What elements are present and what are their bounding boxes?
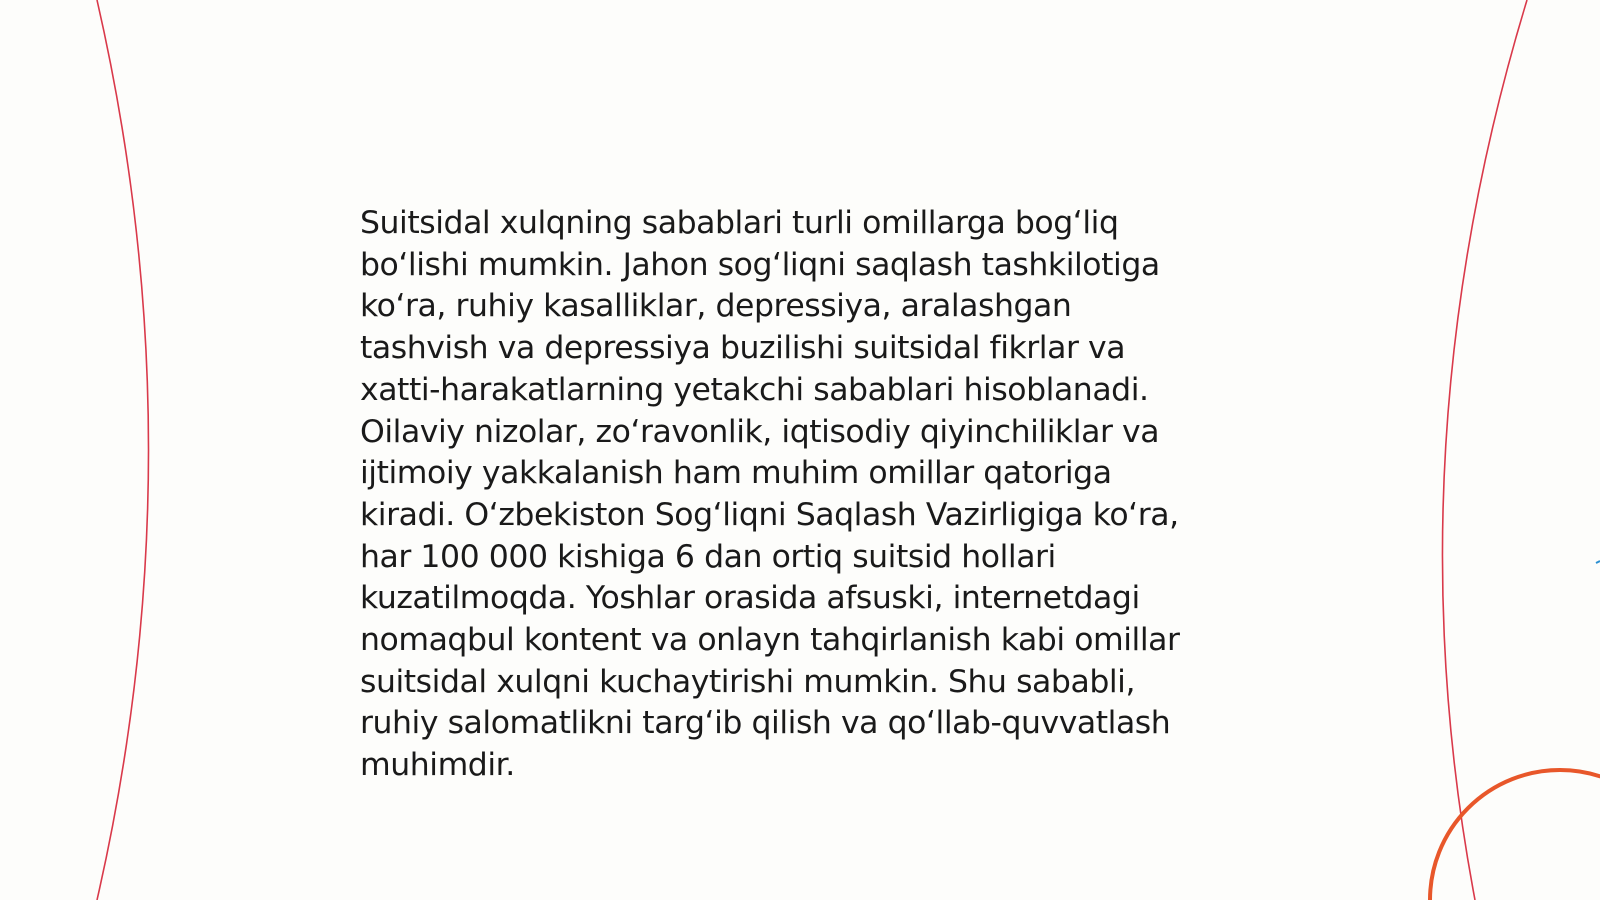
left-curve-line [97,0,149,900]
right-curve-line [1442,0,1527,900]
blue-accent-mark [1596,561,1600,563]
body-paragraph: Suitsidal xulqning sabablari turli omillarga bog‘liq bo‘lishi mumkin. Jahon sog‘liqni saqlash tashkilotiga ko‘ra, ruhiy kasalliklar, depressiya, aralashgan tashvish va depressiya buzilishi suitsidal fikrlar va xatti-harakatlarning yetakchi sabablari hisoblanadi. Oilaviy nizolar, zo‘ravonlik, iqtisodiy qiyinchiliklar va ijtimoiy yakkalanish ham muhim omillar qatoriga kiradi. O‘zbekiston Sog‘liqni Saqlash Vazirligiga ko‘ra, har 100 000 kishiga 6 dan ortiq suitsid hollari kuzatilmoqda. Yoshlar orasida afsuski, internetdagi nomaqbul kontent va onlayn tahqirlanish kabi omillar suitsidal xulqni kuchaytirishi mumkin. Shu sababli, ruhiy salomatlikni targ‘ib qilish va qo‘llab-quvvatlash muhimdir. [360,205,1180,784]
orange-accent-arc [1430,770,1600,900]
